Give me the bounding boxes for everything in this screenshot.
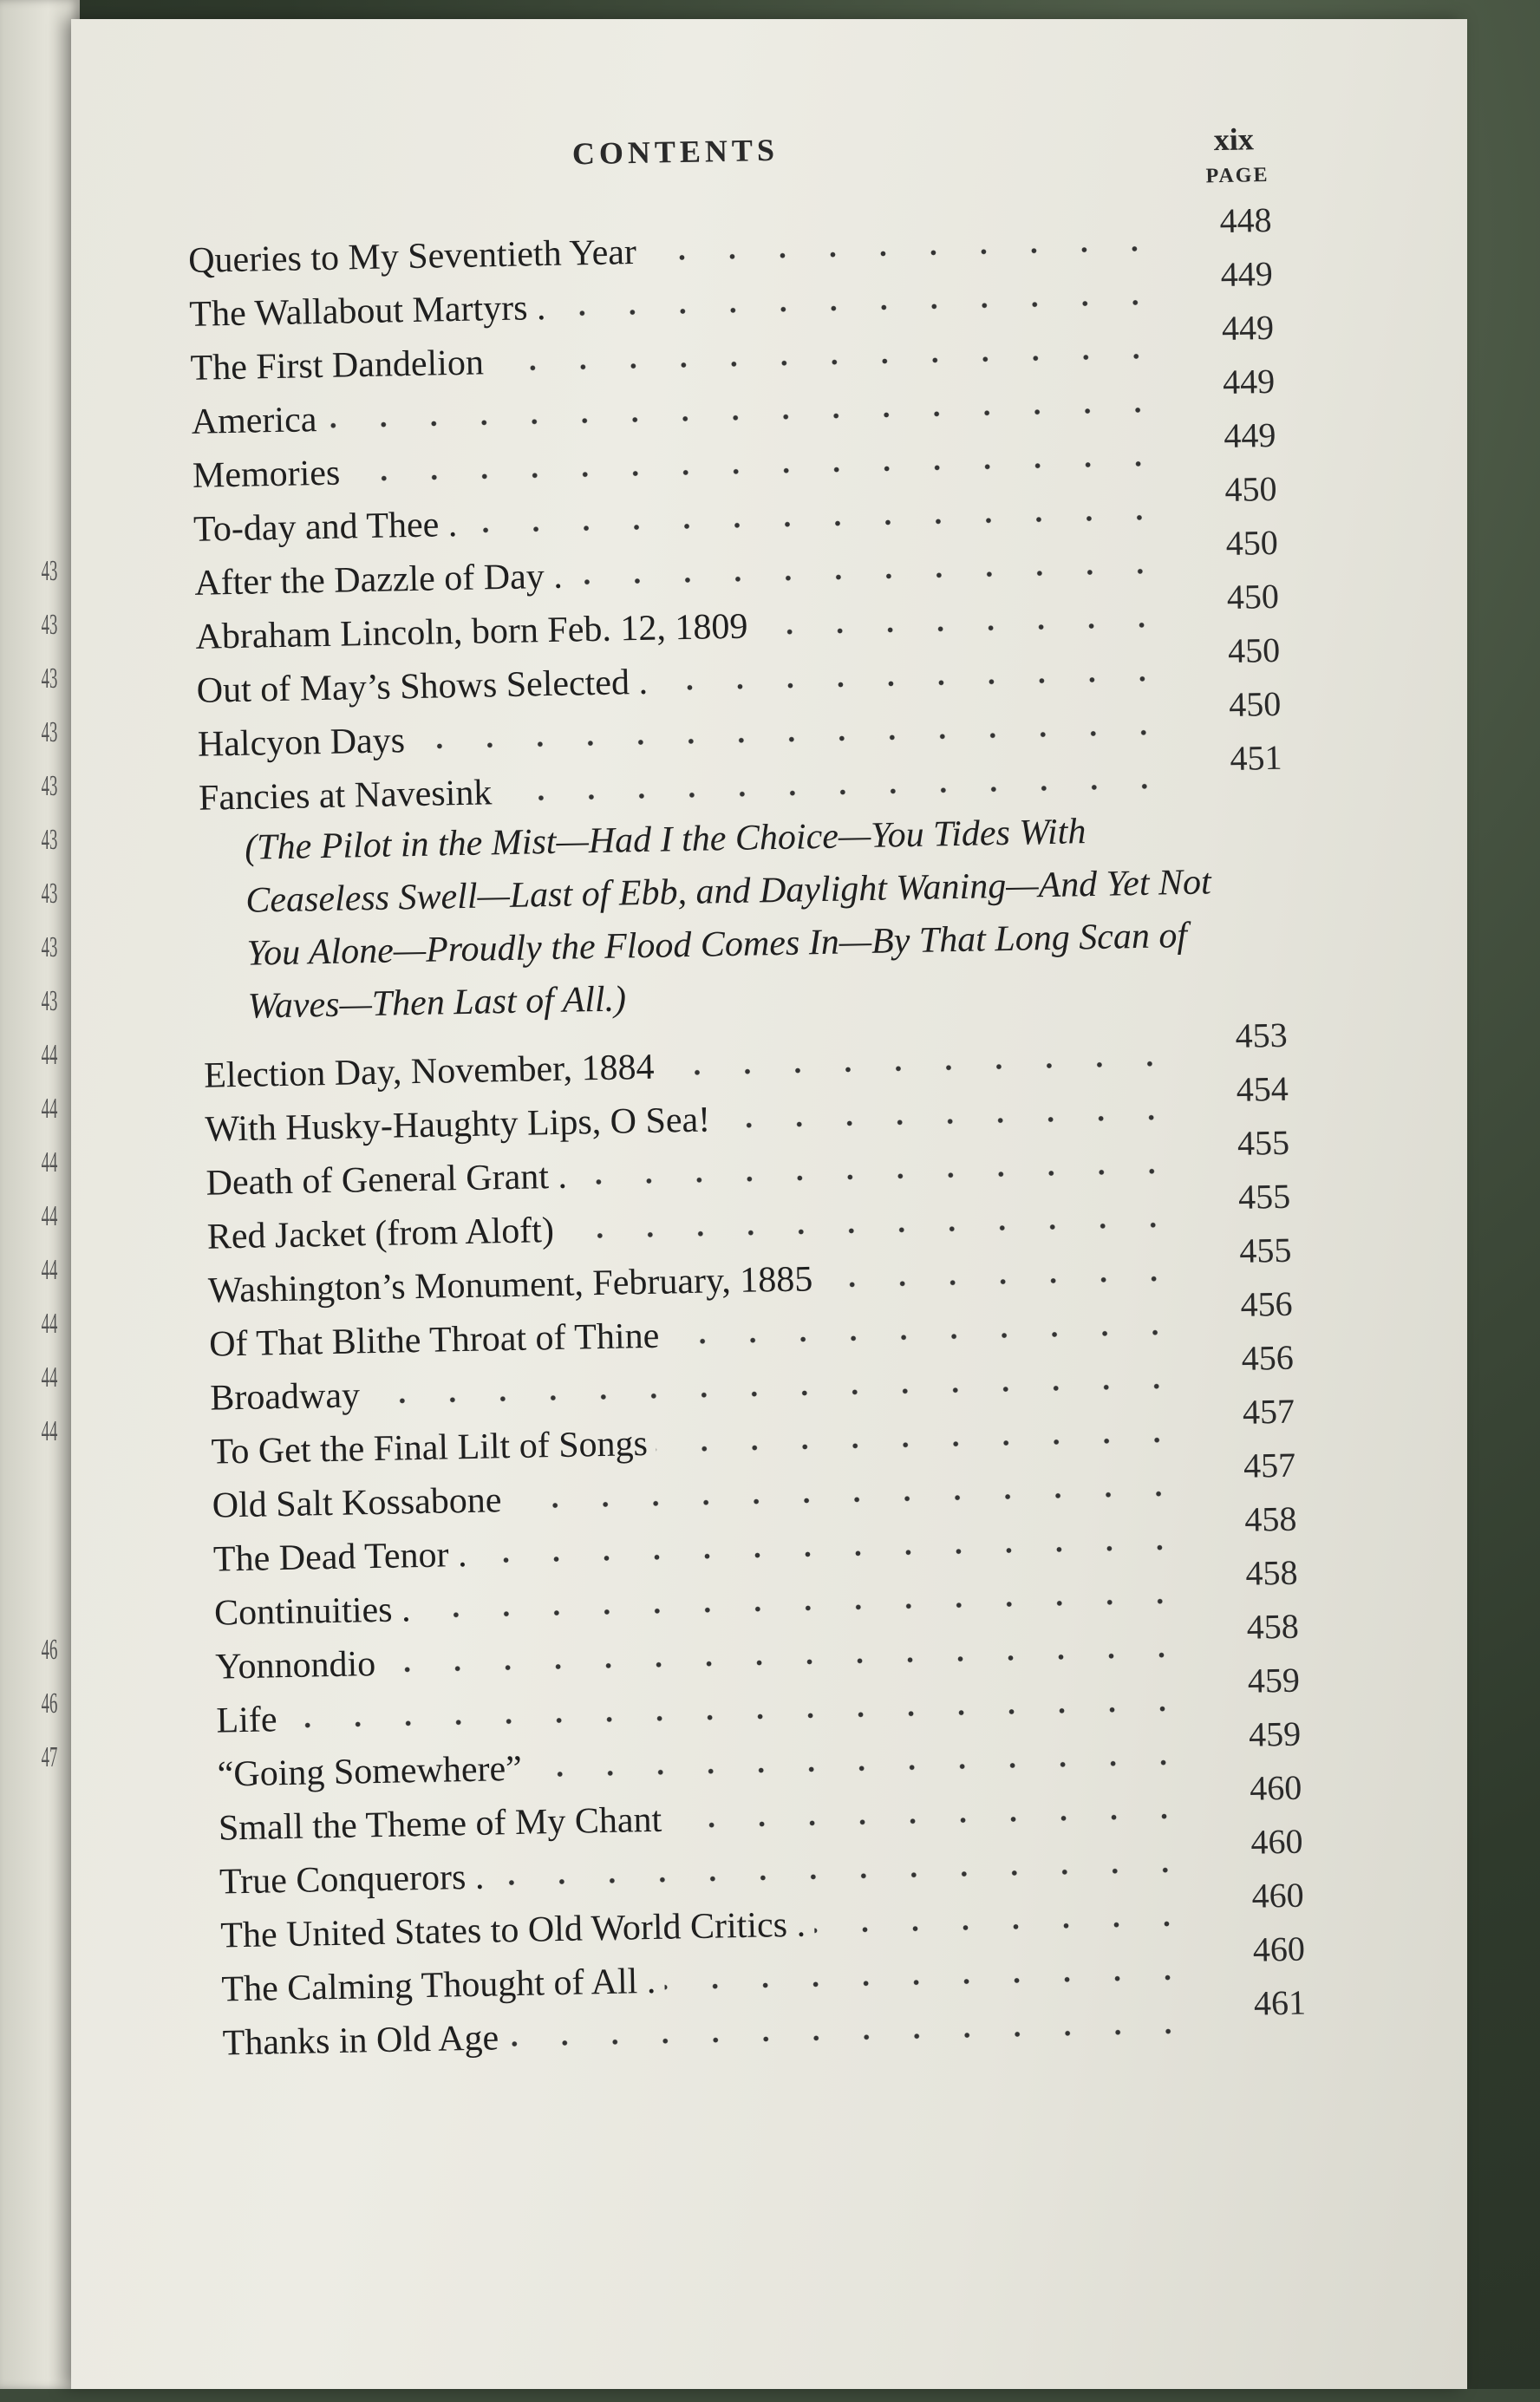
dot-leader [466, 512, 1165, 534]
toc-entry-page: 457 [1242, 1391, 1295, 1432]
toc-entry-title: Of That Blithe Throat of Thine [208, 1315, 660, 1365]
toc-entry-page: 460 [1251, 1875, 1305, 1916]
toc-entry-title: America [191, 400, 317, 442]
toc-entry-title: The Calming Thought of All . [221, 1961, 656, 2010]
toc-entry-page: 456 [1240, 1283, 1293, 1324]
dot-leader [571, 566, 1166, 586]
dot-leader [645, 244, 1159, 262]
toc-entry-title: The Dead Tenor . [212, 1535, 467, 1580]
toc-entry-page: 458 [1245, 1552, 1298, 1593]
toc-entry-page: 450 [1228, 683, 1282, 724]
dot-leader [384, 1650, 1186, 1674]
previous-page-margin-number: 43 [41, 555, 58, 587]
roman-page-number: xix [1213, 121, 1255, 158]
dot-leader [662, 1059, 1175, 1077]
toc-entry-title: Red Jacket (from Aloft) [206, 1211, 555, 1257]
toc-entry-title: True Conquerors . [219, 1857, 485, 1903]
previous-page-margin-number: 43 [41, 770, 58, 802]
dot-leader [719, 1113, 1176, 1130]
toc-entry-title: Old Salt Kossabone [212, 1480, 502, 1526]
toc-entry-title: The Wallabout Martyrs . [188, 288, 546, 335]
toc-entry-page: 449 [1222, 361, 1276, 402]
previous-page-margin-number: 43 [41, 663, 58, 695]
toc-entry-page: 458 [1246, 1606, 1300, 1647]
toc-entry-page: 449 [1220, 253, 1274, 295]
dot-leader [814, 1919, 1191, 1935]
previous-page-margin-number: 43 [41, 716, 58, 748]
toc-entry-title: Fancies at Navesink [198, 773, 493, 819]
toc-entry-page: 450 [1226, 576, 1280, 617]
toc-entry-title: The First Dandelion [190, 343, 485, 388]
toc-entry-page: 450 [1227, 630, 1281, 670]
dot-leader [656, 1435, 1183, 1454]
toc-entry-title: With Husky-Haughty Lips, O Sea! [205, 1100, 711, 1150]
toc-entry-title: Queries to My Seventieth Year [187, 232, 637, 281]
toc-entry-title: Washington’s Monument, February, 1885 [207, 1259, 813, 1311]
dot-leader [821, 1274, 1179, 1289]
toc-entry-page: 460 [1249, 1767, 1302, 1808]
contents-page [71, 19, 1467, 2389]
toc-entry-title: Death of General Grant . [206, 1156, 568, 1204]
fancies-subtitle: (The Pilot in the Mist—Had I the Choice—You Tides With Ceaseless Swell—Last of Ebb, and Daylight Waning—And Yet Not You Alone—Proudly the Flood Comes In—By That Long Scan of Waves—Then Last of All.) [244, 812, 1212, 1027]
page-title: CONTENTS [571, 132, 780, 172]
toc-entry-page: 454 [1236, 1068, 1289, 1109]
toc-entry-page: 457 [1243, 1445, 1296, 1485]
previous-page-margin-number: 44 [41, 1200, 58, 1232]
toc-entry-title: To-day and Thee . [192, 505, 458, 550]
toc-entry-title: Abraham Lincoln, born Feb. 12, 1809 [195, 606, 748, 657]
toc-entry-title: After the Dazzle of Day . [193, 556, 564, 604]
toc-entry-title: Small the Theme of My Chant [218, 1799, 662, 1849]
dot-leader [664, 1973, 1192, 1992]
page-column-label: PAGE [1205, 163, 1269, 188]
toc-entry-page: 459 [1247, 1660, 1301, 1700]
toc-entry-title: Life [216, 1700, 277, 1741]
toc-entry-page: 449 [1223, 414, 1276, 456]
dot-leader [493, 351, 1162, 373]
toc-entry-title: Continuities . [213, 1589, 411, 1634]
dot-leader [668, 1328, 1180, 1346]
previous-page-margin-number: 46 [41, 1687, 58, 1720]
page-content [71, 6, 1512, 2402]
dot-leader [500, 781, 1170, 803]
previous-page-margin-number: 44 [41, 1415, 58, 1447]
toc-entry-page: 455 [1237, 1122, 1290, 1163]
toc-entry-page: 448 [1219, 199, 1272, 241]
toc-entry-page: 456 [1241, 1337, 1295, 1378]
toc-entry-title: Yonnondio [214, 1644, 376, 1687]
toc-list [187, 199, 1307, 2065]
toc-entry-page: 459 [1248, 1713, 1302, 1754]
previous-page-edge [0, 0, 80, 2389]
previous-page-margin-number: 47 [41, 1741, 58, 1773]
toc-entry-page: 450 [1225, 522, 1279, 563]
dot-leader [531, 1758, 1189, 1779]
toc-entry-title: Out of May’s Shows Selected . [196, 662, 649, 711]
toc-entry-page: 461 [1253, 1982, 1307, 2023]
previous-page-margin-number: 44 [41, 1093, 58, 1125]
toc-entry-title: Broadway [209, 1375, 361, 1419]
toc-entry-title: To Get the Final Lilt of Songs [211, 1423, 649, 1472]
previous-page-margin-number: 44 [41, 1254, 58, 1286]
previous-page-margin-number: 44 [41, 1361, 58, 1394]
toc-entry-page: 451 [1230, 737, 1282, 778]
dot-leader [420, 1596, 1186, 1620]
previous-page-margin-number: 44 [41, 1308, 58, 1340]
dot-leader [493, 1865, 1191, 1887]
toc-entry-title: Halcyon Days [197, 721, 406, 765]
dot-leader [507, 2027, 1194, 2048]
toc-entry-page: 449 [1221, 307, 1275, 349]
dot-leader [475, 1543, 1184, 1565]
dot-leader [756, 620, 1166, 636]
toc-entry-page: 455 [1238, 1230, 1292, 1270]
toc-entry-title: Memories [192, 453, 341, 496]
toc-entry-page: 458 [1243, 1498, 1297, 1539]
toc-entry-page: 460 [1250, 1821, 1303, 1862]
dot-leader [563, 1220, 1178, 1241]
dot-leader [576, 1166, 1178, 1186]
previous-page-margin-number: 43 [41, 609, 58, 641]
dot-leader [510, 1489, 1183, 1511]
dot-leader [414, 728, 1169, 751]
toc-entry-title: “Going Somewhere” [217, 1748, 523, 1795]
previous-page-margin-number: 43 [41, 985, 58, 1017]
toc-entry-page: 455 [1237, 1176, 1291, 1217]
previous-page-margin-number: 43 [41, 931, 58, 963]
dot-leader [554, 297, 1160, 317]
toc-entry-title: Election Day, November, 1884 [203, 1047, 655, 1096]
toc-entry-page: 460 [1252, 1929, 1306, 1969]
dot-leader [670, 1811, 1190, 1830]
previous-page-margin-number: 43 [41, 824, 58, 856]
toc-entry-page: 453 [1235, 1015, 1289, 1055]
previous-page-margin-number: 46 [41, 1634, 58, 1666]
toc-entry-title: The United States to Old World Critics . [219, 1904, 806, 1956]
previous-page-margin-number: 43 [41, 878, 58, 910]
toc-entry-page: 450 [1224, 468, 1277, 510]
toc-entry-title: Thanks in Old Age [222, 2018, 499, 2064]
previous-page-margin-number: 44 [41, 1039, 58, 1071]
previous-page-margin-number: 44 [41, 1146, 58, 1178]
dot-leader [656, 674, 1168, 692]
